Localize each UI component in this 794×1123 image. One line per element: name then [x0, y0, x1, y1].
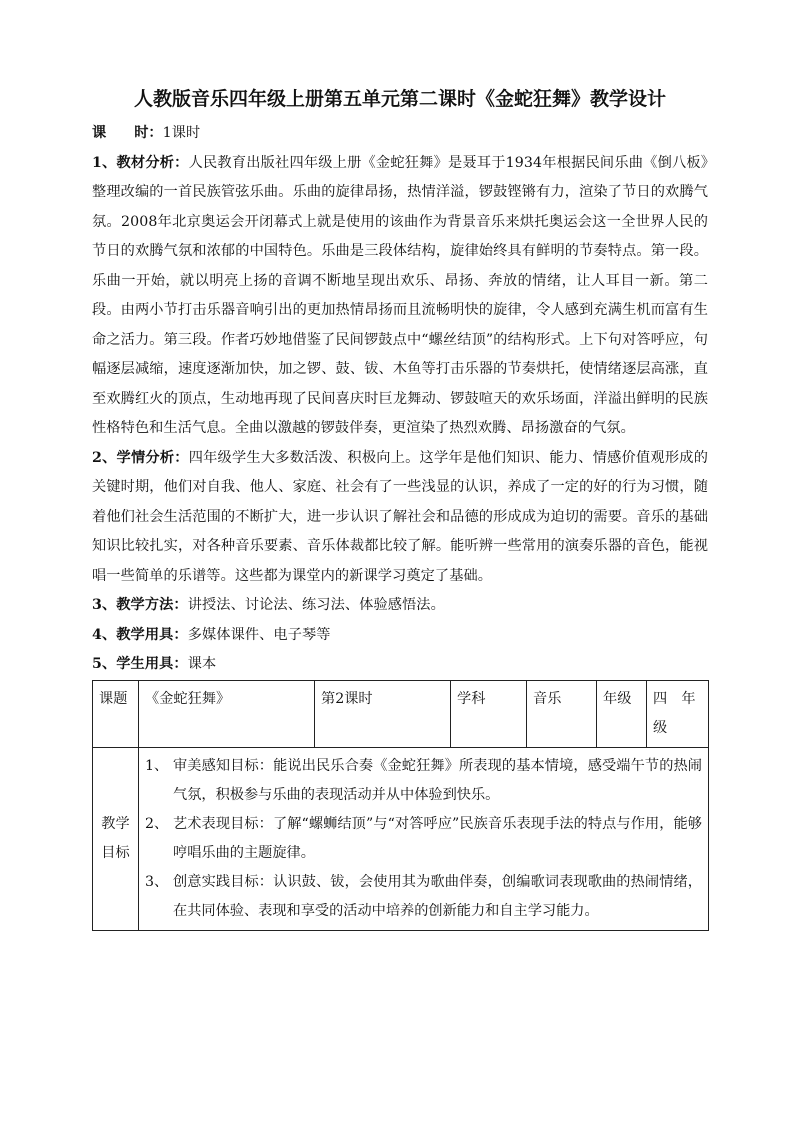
- lesson-info-table: [92, 680, 709, 931]
- subject-label-cell: 学科: [451, 680, 527, 747]
- duration-label-a: 课: [92, 125, 107, 141]
- section-teaching-methods: [92, 591, 708, 621]
- list-item: [145, 810, 702, 868]
- section-teaching-tools: [92, 621, 708, 651]
- goal-number: 1、: [145, 757, 169, 774]
- subject-value-cell: 音乐: [527, 680, 597, 747]
- section-text: 人民教育出版社四年级上册《金蛇狂舞》是聂耳于1934年根据民间乐曲《倒八板》整理改编的一首民族管弦乐曲。乐曲的旋律昂扬，热情洋溢，锣鼓铿锵有力，渲染了节日的欢腾气氛。2008年北京奥运会开闭幕式上就是使用的该曲作为背景音乐来烘托奥运会这一全世界人民的节日的欢腾气氛和浓郁的中国特色。乐曲是三段体结构，旋律始终具有鲜明的节奏特点。第一段。乐曲一开始，就以明亮上扬的音调不断地呈现出欢乐、昂扬、奔放的情绪，让人耳目一新。第二段。由两小节打击乐器音响引出的更加热情昂扬而且流畅明快的旋律，令人感到充满生机而富有生命之活力。第三段。作者巧妙地借鉴了民间锣鼓点中“螺丝结顶”的结构形式。上下句对答呼应，句幅逐层减缩，速度逐渐加快，加之锣、鼓、钹、木鱼等打击乐器的节奏烘托，使情绪逐层高涨，直至欢腾红火的顶点，生动地再现了民间喜庆时巨龙舞动、锣鼓喧天的欢乐场面，洋溢出鲜明的民族性格特色和生活气息。全曲以激越的锣鼓伴奏，更渲染了热烈欢腾、昂扬激奋的气氛。: [92, 154, 708, 436]
- section-label: 4、教学用具：: [92, 626, 188, 643]
- lesson-duration: [92, 119, 708, 149]
- list-item: [145, 868, 702, 926]
- duration-value: 1课时: [162, 125, 201, 141]
- table-goals-row: [93, 747, 709, 930]
- goal-text: 创意实践目标：认识鼓、钹，会使用其为歌曲伴奏，创编歌词表现歌曲的热闹情绪，在共同体验、表现和享受的活动中培养的创新能力和自主学习能力。: [173, 873, 702, 919]
- section-label: 2、学情分析：: [92, 449, 189, 466]
- section-text: 讲授法、讨论法、练习法、体验感悟法。: [187, 597, 445, 613]
- section-label: 5、学生用具：: [92, 656, 188, 672]
- goals-label-cell: 教学目标: [93, 747, 139, 930]
- goal-text: 艺术表现目标：了解“螺蛳结顶”与“对答呼应”民族音乐表现手法的特点与作用，能够哼唱乐曲的主题旋律。: [173, 815, 702, 861]
- section-student-tools: [92, 650, 708, 680]
- topic-label-cell: 课题: [93, 680, 139, 747]
- section-label: 3、教学方法：: [92, 597, 188, 613]
- document-title: 人教版音乐四年级上册第五单元第二课时《金蛇狂舞》教学设计: [133, 88, 666, 110]
- section-student-analysis: [92, 444, 708, 592]
- section-material-analysis: [92, 149, 708, 444]
- table-header-row: [93, 680, 709, 747]
- section-text: 四年级学生大多数活泼、积极向上。这学年是他们知识、能力、情感价值观形成的关键时期，他们对自我、他人、家庭、社会有了一些浅显的认识，养成了一定的好的行为习惯，随着他们社会生活范围的不断扩大，进一步认识了解社会和品德的形成成为迫切的需要。音乐的基础知识比较扎实，对各种音乐要素、音乐体裁都比较了解。能听辨一些常用的演奏乐器的音色，能视唱一些简单的乐谱等。这些都为课堂内的新课学习奠定了基础。: [92, 449, 708, 584]
- list-item: [145, 752, 702, 810]
- goal-number: 3、: [145, 873, 169, 890]
- grade-label-cell: 年级: [597, 680, 647, 747]
- section-text: 课本: [187, 656, 217, 672]
- goals-content-cell: [139, 747, 709, 930]
- goal-text: 审美感知目标：能说出民乐合奏《金蛇狂舞》所表现的基本情境，感受端午节的热闹气氛，积极参与乐曲的表现活动并从中体验到快乐。: [173, 757, 702, 803]
- document-page: [92, 84, 708, 931]
- section-text: 多媒体课件、电子琴等: [187, 626, 331, 643]
- topic-value-cell: 《金蛇狂舞》: [139, 680, 315, 747]
- period-cell: 第2课时: [315, 680, 451, 747]
- grade-value-cell: 四 年级: [647, 680, 709, 747]
- section-label: 1、教材分析：: [92, 154, 189, 171]
- goal-number: 2、: [145, 815, 169, 832]
- duration-label-b: 时：: [134, 125, 163, 141]
